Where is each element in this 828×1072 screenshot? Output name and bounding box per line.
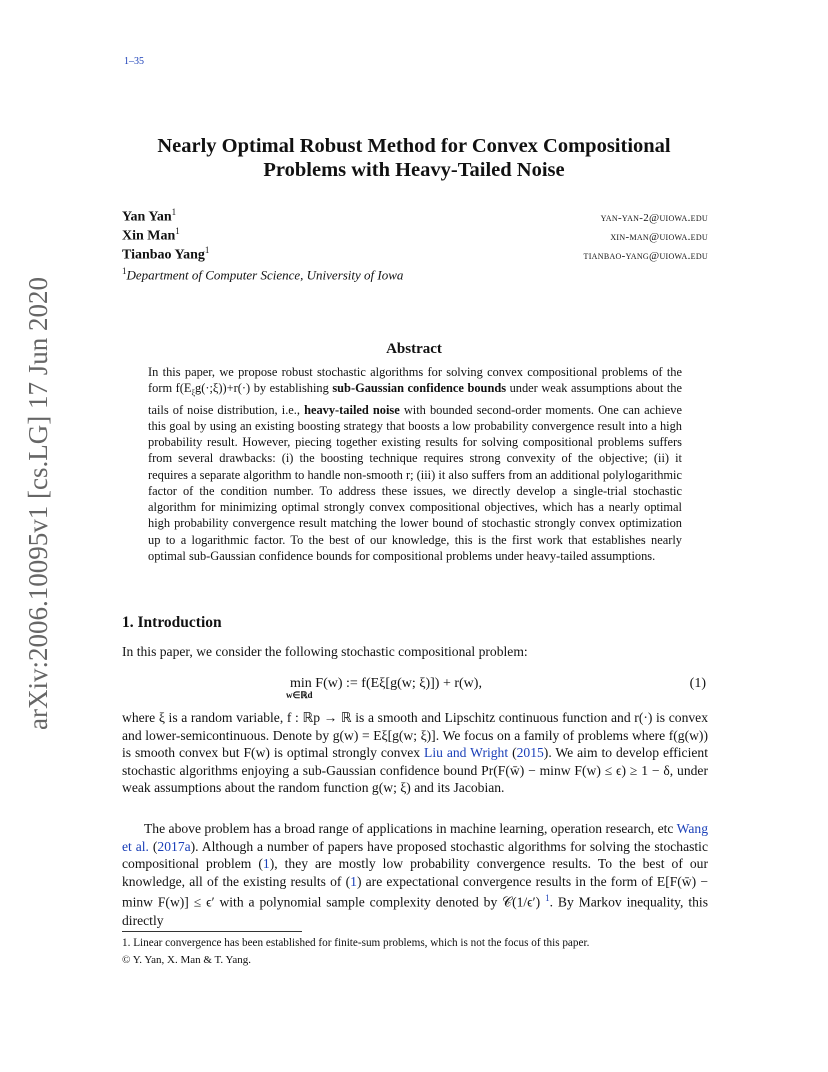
paragraph-text: The above problem has a broad range of applications in machine learning, operation research, etc <box>144 821 677 836</box>
paragraph-text: ). Although a number of papers have proposed stochastic algorithms for solving the stochastic compositional problem ( <box>122 838 708 872</box>
equation-ref-link[interactable]: 1 <box>262 856 270 872</box>
section-heading-introduction: 1. Introduction <box>122 614 222 631</box>
equation-subscript: w∈ℝd <box>286 690 313 700</box>
abstract-body: In this paper, we propose robust stochastic algorithms for solving convex compositional problems of the form $f(E_\xi g(\cdot;\xi))+r(\cdot)$ by establishing sub-Gaussian confidence bounds under weak assumptions about the tails of noise distribution, i.e., heavy-tailed noise with bounded second-order moments. One can achieve this goal by using an existing boosting strategy that boosts a low probability convergence result into a high probability result. However, piecing together existing results for solving compositional problems suffers from several drawbacks: (i) the boosting technique requires strong convexity of the objective; (ii) it requires a separate algorithm to handle non-smooth r; (iii) it also suffers from an additional polylogarithmic factor of the condition number. To address these issues, we directly develop a single-trial stochastic algorithm for minimizing optimal strongly convex compositional objectives, which has a nearly optimal high probability convergence result matching the lower bound of stochastic strongly convex optimization up to a logarithmic factor. To the best of our knowledge, this is the first work that establishes nearly optimal sub-Gaussian confidence bounds for compositional problems under heavy-tailed assumptions. <box>148 365 682 563</box>
affiliation-text: Department of Computer Science, University of Iowa <box>126 267 404 283</box>
affiliation-mark: 1 <box>122 266 127 276</box>
copyright-notice: © Y. Yan, X. Man & T. Yang. <box>122 954 251 966</box>
abstract-emphasis: sub-Gaussian confidence bounds <box>332 381 507 396</box>
paper-title <box>120 134 708 182</box>
intro-paragraph-2: The above problem has a broad range of applications in machine learning, operation research, etc Wang et al. (2017a). Although a number of papers have proposed stochastic algorithms for solving the stochastic compositional problem (1), they are mostly low probability convergence results. To the best of our knowledge, all of the existing results of (1) are expectational convergence results in the form of E[F(w̄) − minw F(w)] ≤ ϵ′ with a polynomial sample complexity denoted by 𝒞(1/ϵ′) $^1$. By Markov inequality, this directly <box>122 821 709 928</box>
equation-ref-link[interactable]: 1 <box>350 873 357 889</box>
equation-1 <box>122 674 708 708</box>
author-row <box>122 226 708 245</box>
author-affil-mark: 1 <box>204 245 210 255</box>
author-name: Xin Man <box>122 228 176 244</box>
abstract-emphasis: heavy-tailed noise <box>304 402 400 417</box>
author-name: Yan Yan <box>122 209 172 225</box>
citation-link[interactable]: Liu and Wright <box>424 745 509 761</box>
paragraph-text: ), they are mostly low probability convergence results. To the best of our knowledge, all of the existing results of ( <box>122 856 709 889</box>
citation-year-link[interactable]: 2017a <box>157 838 191 854</box>
author-row <box>122 207 708 226</box>
intro-paragraph-1: where ξ is a random variable, f : ℝp → ℝ is a smooth and Lipschitz continuous function and r(·) is convex and lower-semicontinuous. Denote by g(w) = Eξ[g(w; ξ)]. We focus on a family of problems where f(g(w)) is smooth convex but F(w) is optimal strongly convex Liu and Wright (2015). We aim to develop efficient stochastic algorithms enjoying a sub-Gaussian confidence bound Pr(F(w̄) − minw F(w) ≤ ϵ) ≥ 1 − δ, under weak assumptions about the random function g(w; ξ) and its Jacobian. <box>122 710 708 796</box>
abstract-text: with bounded second-order moments. One can achieve this goal by using an existing boosting strategy that boosts a low probability convergence result into a high probability result. However, piecing together existing results for solving compositional problems suffers from several drawbacks: (i) the boosting technique requires strong convexity of the objective; (ii) it requires a separate algorithm to handle non-smooth r; (iii) it also suffers from an additional polylogarithmic factor of the condition number. To address these issues, we directly develop a single-trial stochastic algorithm for minimizing optimal strongly convex compositional objectives, which has a nearly optimal high probability convergence result matching the lower bound of stochastic strongly convex optimization up to a logarithmic factor. To the best of our knowledge, this is the first work that establishes nearly optimal sub-Gaussian confidence bounds for compositional problems under heavy-tailed assumptions. <box>148 402 682 563</box>
equation-number: (1) <box>689 676 706 691</box>
paragraph-text: ) are expectational convergence results in the form of E[F(w̄) − minw F(w)] ≤ ϵ′ with a polynomial sample complexity denoted by 𝒞(1/ϵ′) <box>122 873 708 910</box>
author-affil-mark: 1 <box>171 207 177 217</box>
affiliation <box>122 266 708 283</box>
title-line-2: Problems with Heavy-Tailed Noise <box>263 159 565 181</box>
abstract-text: g(·;ξ))+r(·) by establishing <box>195 381 333 396</box>
footnote-divider <box>122 931 302 932</box>
paragraph-text: . By Markov inequality, this directly <box>122 894 708 928</box>
abstract-text: under weak assumptions about the tails of noise distribution, i.e., <box>148 381 682 417</box>
abstract-text: In this paper, we propose robust stochastic algorithms for solving convex compositional problems of the form f(E <box>148 365 682 396</box>
arxiv-identifier: arXiv:2006.10095v1 [cs.LG] 17 Jun 2020 <box>23 277 53 730</box>
title-line-1: Nearly Optimal Robust Method for Convex Compositional <box>157 135 671 157</box>
author-email[interactable]: yan-yan-2@uiowa.edu <box>600 211 708 224</box>
footnote-mark-link[interactable]: 1 <box>545 893 550 904</box>
author-email[interactable]: xin-man@uiowa.edu <box>610 230 708 243</box>
author-name: Tianbao Yang <box>122 247 205 263</box>
author-affil-mark: 1 <box>175 226 180 236</box>
paragraph-text: where ξ is a random variable, f : ℝp → ℝ is a smooth and Lipschitz continuous function and r(·) is convex and lower-semicontinuous. Denote by g(w) = Eξ[g(w; ξ)]. We focus on a family of problems where f(g(w)) is smooth convex but F(w) is optimal strongly convex <box>122 710 708 761</box>
citation-link[interactable]: Wang et al. <box>122 821 708 854</box>
paragraph-text: ). We aim to develop efficient stochastic algorithms enjoying a sub-Gaussian confidence bound Pr(F(w̄) − minw F(w) ≤ ϵ) ≥ 1 − δ, under weak assumptions about the random function g(w; ξ) and its Jacobian. <box>122 745 708 796</box>
equation-body: min F(w) := f(Eξ[g(w; ξ)]) + r(w), <box>290 676 482 691</box>
author-block <box>122 207 708 283</box>
citation-year-link[interactable]: 2015 <box>516 745 544 761</box>
intro-lead: In this paper, we consider the following stochastic compositional problem: <box>122 644 528 659</box>
author-email[interactable]: tianbao-yang@uiowa.edu <box>583 249 708 262</box>
page-range: 1–35 <box>124 56 144 67</box>
author-row <box>122 245 708 264</box>
abstract-heading: Abstract <box>386 341 442 357</box>
footnote-1: 1. Linear convergence has been established for finite-sum problems, which is not the focus of this paper. <box>122 937 590 949</box>
